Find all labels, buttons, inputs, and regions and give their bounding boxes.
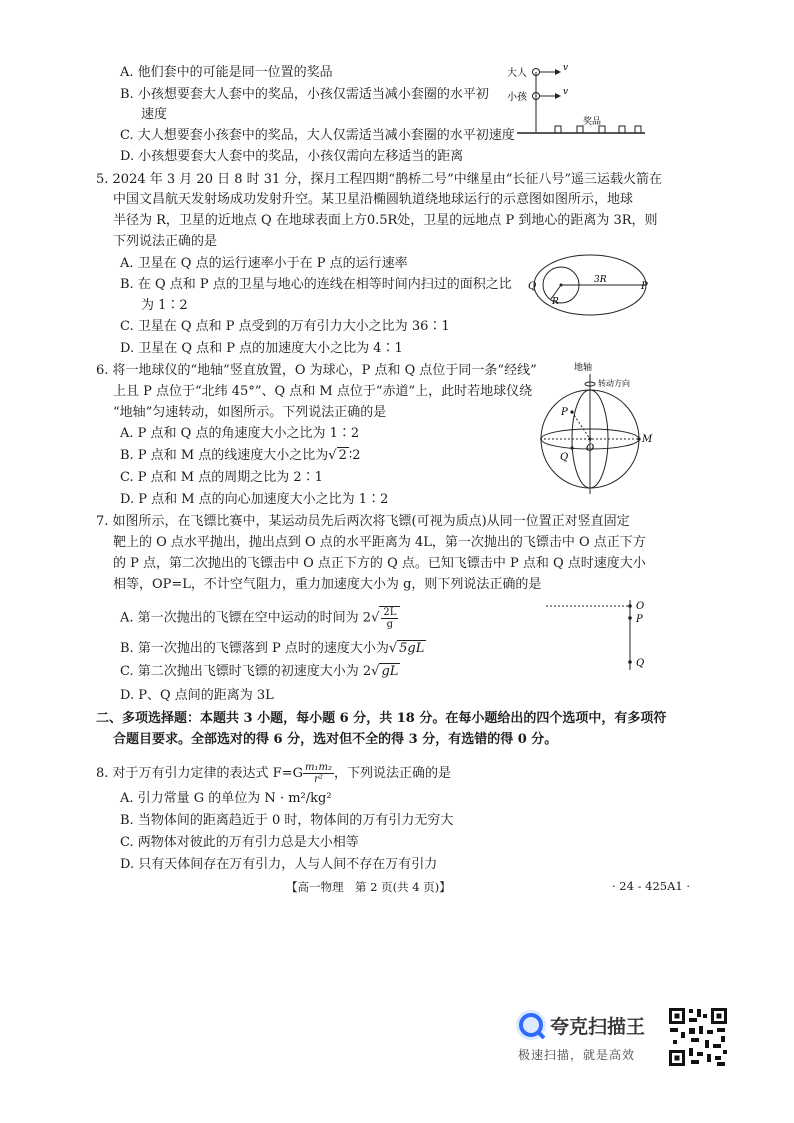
q4-option-b-cont: 速度 xyxy=(141,107,168,122)
q5-option-c: C. 卫星在 Q 点和 P 点受到的万有引力大小之比为 36∶1 xyxy=(120,319,450,334)
q4-fig-adult-label: 大人 xyxy=(507,68,527,79)
q5-fig-p-label: P xyxy=(641,281,648,292)
q4-option-a: A. 他们套中的可能是同一位置的奖品 xyxy=(120,65,333,80)
q8-option-c: C. 两物体对彼此的万有引力总是大小相等 xyxy=(120,835,359,850)
q7-stem-1: 7. 如图所示，在飞镖比赛中，某运动员先后两次将飞镖(可视为质点)从同一位置正对竖直固定 xyxy=(96,514,630,529)
section2-heading-1: 二、多项选择题：本题共 3 小题，每小题 6 分，共 18 分。在每小题给出的四个选项中，有多项符 xyxy=(96,711,667,726)
q5-stem-1: 5. 2024 年 3 月 20 日 8 时 31 分，探月工程四期“鹊桥二号”中继星由“长征八号”遥三运载火箭在 xyxy=(96,172,663,187)
q7-option-c: C. 第二次抛出飞镖时飞镖的初速度大小为 2√ gL xyxy=(120,664,399,679)
q7-fig-o-label: O xyxy=(636,601,645,612)
section2-heading-2: 合题目要求。全部选对的得 6 分，选对但不全的得 3 分，有选错的得 0 分。 xyxy=(113,732,558,747)
q5-stem-4: 下列说法正确的是 xyxy=(113,234,218,249)
q6-fig-o-label: O xyxy=(586,443,595,454)
q5-option-d: D. 卫星在 Q 点和 P 点的加速度大小之比为 4∶1 xyxy=(120,341,403,356)
q5-stem-3: 半径为 R，卫星的近地点 Q 在地球表面上方0.5R处，卫星的远地点 P 到地心的距离为 3R，则 xyxy=(113,213,658,228)
q6-option-b-pre: B. P 点和 M 点的线速度大小之比为 xyxy=(120,448,329,463)
q6-option-b: B. P 点和 M 点的线速度大小之比为√ 2 ∶2 xyxy=(120,448,361,463)
q7-option-c-pre: C. 第二次抛出飞镖时飞镖的初速度大小为 2 xyxy=(120,664,372,679)
q5-orbit-figure xyxy=(528,252,653,322)
q6-fig-q-label: Q xyxy=(560,452,569,463)
q8-stem-post: ，下列说法正确的是 xyxy=(333,766,451,781)
q7-fig-q-label: Q xyxy=(636,658,645,669)
q4-option-d: D. 小孩想要套大人套中的奖品，小孩仅需向左移适当的距离 xyxy=(120,149,464,164)
q6-option-d: D. P 点和 M 点的向心加速度大小之比为 1∶2 xyxy=(120,492,389,507)
q6-fig-m-label: M xyxy=(642,434,653,445)
scanner-brand-name: 夸克扫描王 xyxy=(550,1016,646,1038)
q6-stem-1: 6. 将一地球仪的“地轴”竖直放置，O 为球心，P 点和 Q 点位于同一条“经线” xyxy=(96,363,537,378)
qr-code-icon xyxy=(667,1006,729,1068)
q7-option-a-den: g xyxy=(386,619,394,630)
q7-option-d: D. P、Q 点间的距离为 3L xyxy=(120,688,274,703)
q6-option-b-post: ∶2 xyxy=(348,448,361,463)
q6-stem-2: 上且 P 点位于“北纬 45°”、Q 点和 M 点位于“赤道”上，此时若地球仪绕 xyxy=(113,384,533,399)
q5-fig-3r-label: 3R xyxy=(594,275,607,285)
q5-option-b-cont: 为 1∶2 xyxy=(141,298,188,313)
q6-fig-p-label: P xyxy=(561,407,568,418)
q5-fig-q-label: Q xyxy=(528,281,537,292)
q6-stem-3: “地轴”匀速转动，如图所示。下列说法正确的是 xyxy=(113,405,387,420)
q4-fig-v1: v xyxy=(563,63,569,73)
q7-stem-3: 的 P 点，第二次抛出的飞镖击中 O 点正下方的 Q 点。已知飞镖击中 P 点和 Q 点时速度大小 xyxy=(113,556,646,571)
q7-option-b-pre: B. 第一次抛出的飞镖落到 P 点时的速度大小为 xyxy=(120,641,389,656)
q6-fig-axis-label: 地轴 xyxy=(574,363,593,373)
q8-frac-den: r² xyxy=(314,774,323,785)
q6-option-a: A. P 点和 Q 点的角速度大小之比为 1∶2 xyxy=(120,426,360,441)
q4-option-b: B. 小孩想要套大人套中的奖品，小孩仅需适当减小套圈的水平初 xyxy=(120,87,489,102)
q7-option-c-radicand: gL xyxy=(381,664,399,679)
q4-fig-child-label: 小孩 xyxy=(507,92,527,103)
q6-option-c: C. P 点和 M 点的周期之比为 2∶1 xyxy=(120,470,323,485)
q4-option-c: C. 大人想要套小孩套中的奖品，大人仅需适当减小套圈的水平初速度 xyxy=(120,128,515,143)
q4-ring-toss-figure xyxy=(505,60,650,140)
q5-option-a: A. 卫星在 Q 点的运行速率小于在 P 点的运行速率 xyxy=(120,256,408,271)
q6-globe-figure xyxy=(530,360,655,498)
page-footer: 【高一物理 第 2 页(共 4 页)】 xyxy=(286,880,451,894)
quark-logo-icon xyxy=(514,1008,548,1042)
q8-option-d: D. 只有天体间存在万有引力，人与人间不存在万有引力 xyxy=(120,857,438,872)
q5-option-b: B. 在 Q 点和 P 点的卫星与地心的连线在相等时间内扫过的面积之比 xyxy=(120,277,512,292)
q7-dart-figure xyxy=(540,594,652,674)
q5-stem-2: 中国文昌航天发射场成功发射升空。某卫星沿椭圆轨道绕地球运行的示意图如图所示，地球 xyxy=(113,192,634,207)
q7-stem-2: 靶上的 O 点水平抛出，抛出点到 O 点的水平距离为 4L，第一次抛出的飞镖击中 O 点正下方 xyxy=(113,535,646,550)
q7-stem-4: 相等，OP=L，不计空气阻力，重力加速度大小为 g，则下列说法正确的是 xyxy=(113,577,542,592)
q8-stem-pre: 8. 对于万有引力定律的表达式 F=G xyxy=(96,766,303,781)
scanner-watermark xyxy=(514,1008,664,1064)
q8-option-b: B. 当物体间的距离趋近于 0 时，物体间的万有引力无穷大 xyxy=(120,813,454,828)
q5-fig-r-label: R xyxy=(552,297,559,307)
q7-option-a-pre: A. 第一次抛出的飞镖在空中运动的时间为 2 xyxy=(120,610,372,626)
q4-fig-v2: v xyxy=(563,87,569,97)
q7-option-a-num: 2L xyxy=(383,607,397,618)
scanner-slogan: 极速扫描，就是高效 xyxy=(518,1048,636,1062)
exam-code: · 24 - 425A1 · xyxy=(612,879,691,893)
q8-option-a: A. 引力常量 G 的单位为 N · m²/kg² xyxy=(120,791,332,806)
q8-stem xyxy=(96,762,451,785)
q6-fig-rotation-label: 转动方向 xyxy=(598,379,630,388)
q6-option-b-radicand: 2 xyxy=(338,448,347,463)
q7-fig-p-label: P xyxy=(636,614,643,625)
q8-frac-num: m₁m₂ xyxy=(304,762,332,773)
q4-fig-prize-label: 奖品 xyxy=(583,117,602,127)
q7-option-b-radicand: 5gL xyxy=(399,641,425,656)
q7-option-b: B. 第一次抛出的飞镖落到 P 点时的速度大小为√ 5gL xyxy=(120,641,425,656)
q7-option-a: A. 第一次抛出的飞镖在空中运动的时间为 2√ $\frac{2L}{g}$ xyxy=(120,606,400,630)
